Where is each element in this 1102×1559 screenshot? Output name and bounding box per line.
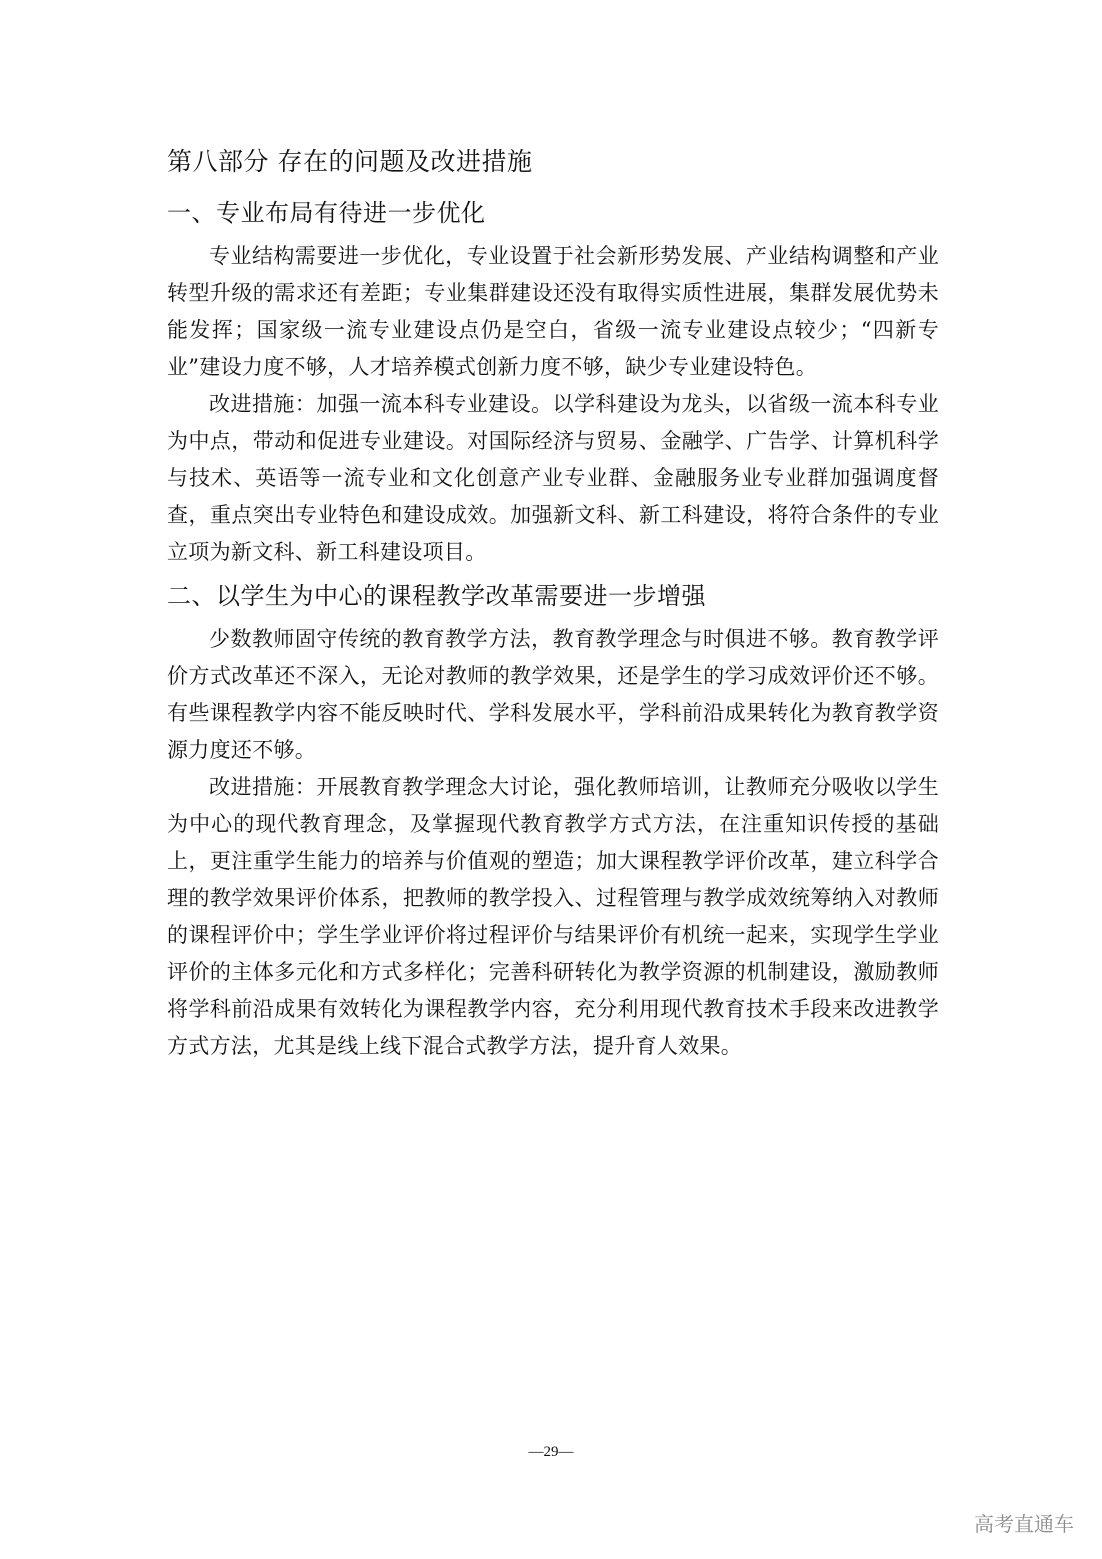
section-heading-2: 二、以学生为中心的课程教学改革需要进一步增强 [167,582,706,610]
document-body [167,142,939,1065]
section-1-paragraph-1: 专业结构需要进一步优化，专业设置于社会新形势发展、产业结构调整和产业转型升级的需求还有差距；专业集群建设还没有取得实质性进展，集群发展优势未能发挥；国家级一流专业建设点仍是空白，省级一流专业建设点较少；“四新专业”建设力度不够，人才培养模式创新力度不够，缺少专业建设特色。 [167,244,939,379]
section-2-paragraph-2: 改进措施：开展教育教学理念大讨论，强化教师培训，让教师充分吸收以学生为中心的现代教育理念，及掌握现代教育教学方式方法，在注重知识传授的基础上，更注重学生能力的培养与价值观的塑造；加大课程教学评价改革，建立科学合理的教学效果评价体系，把教师的教学投入、过程管理与教学成效统筹纳入对教师的课程评价中；学生学业评价将过程评价与结果评价有机统一起来，实现学生学业评价的主体多元化和方式多样化；完善科研转化为教学资源的机制建设，激励教师将学科前沿成果有效转化为课程教学内容，充分利用现代教育技术手段来改进教学方式方法，尤其是线上线下混合式教学方法，提升育人效果。 [167,775,939,1058]
section-1-paragraph-2: 改进措施：加强一流本科专业建设。以学科建设为龙头，以省级一流本科专业为中点，带动和促进专业建设。对国际经济与贸易、金融学、广告学、计算机科学与技术、英语等一流专业和文化创意产业专业群、金融服务业专业群加强调度督查，重点突出专业特色和建设成效。加强新文科、新工科建设，将符合条件的专业立项为新文科、新工科建设项目。 [167,392,939,564]
part-title: 第八部分 存在的问题及改进措施 [167,147,533,176]
section-2-paragraph-1: 少数教师固守传统的教育教学方法，教育教学理念与时俱进不够。教育教学评价方式改革还不深入，无论对教师的教学效果，还是学生的学习成效评价还不够。有些课程教学内容不能反映时代、学科发展水平，学科前沿成果转化为教育教学资源力度还不够。 [167,627,939,762]
section-heading-1: 一、专业布局有待进一步优化 [167,199,486,227]
watermark-text: 高考直通车 [974,1512,1074,1536]
page-number: —29— [528,1444,574,1460]
